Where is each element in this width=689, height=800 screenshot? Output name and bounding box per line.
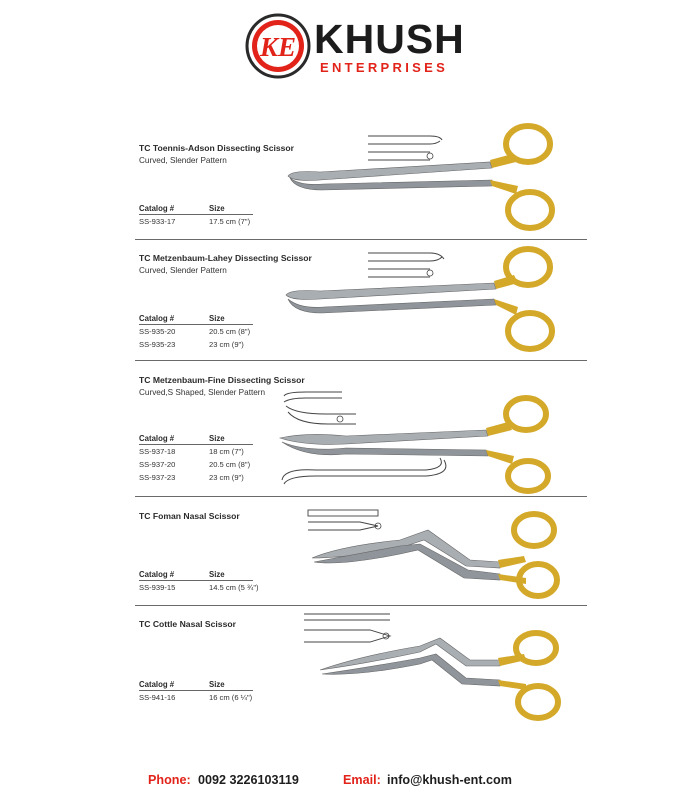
header-rule: [139, 580, 253, 581]
catalog-number: SS-939-15: [139, 583, 176, 592]
size-value: 17.5 cm (7"): [209, 217, 251, 226]
size-header: Size: [209, 434, 225, 443]
size-value: 20.5 cm (8"): [209, 327, 251, 336]
section-divider: [135, 360, 587, 361]
table-row: [139, 327, 299, 337]
logo-monogram: KE: [259, 32, 297, 62]
email-address[interactable]: info@khush-ent.com: [387, 773, 512, 787]
size-value: 16 cm (6 ¼"): [209, 693, 253, 702]
size-header: Size: [209, 570, 225, 579]
product-subtitle: Curved, Slender Pattern: [139, 156, 227, 165]
table-row: [139, 583, 299, 593]
catalog-number: SS-935-20: [139, 327, 176, 336]
phone-label: Phone:: [148, 773, 191, 787]
cottle-nasal-scissor-image: [300, 608, 565, 726]
size-value: 14.5 cm (5 ¾"): [209, 583, 259, 592]
product-subtitle: Curved,S Shaped, Slender Pattern: [139, 388, 266, 397]
header-rule: [139, 214, 253, 215]
header-rule: [139, 690, 253, 691]
catalog-header: Catalog #: [139, 570, 175, 579]
header-rule: [139, 444, 253, 445]
size-value: 20.5 cm (8"): [209, 460, 251, 469]
brand-logo: [244, 12, 465, 82]
metzenbaum-lahey-scissor-image: [280, 243, 560, 359]
size-header: Size: [209, 204, 225, 213]
catalog-header: Catalog #: [139, 314, 175, 323]
brand-tagline: ENTERPRISES: [320, 60, 449, 75]
size-header: Size: [209, 314, 225, 323]
section-divider: [135, 496, 587, 497]
catalog-number: SS-933-17: [139, 217, 176, 226]
size-value: 18 cm (7"): [209, 447, 244, 456]
table-row: [139, 460, 299, 470]
logo-emblem-icon: [244, 12, 312, 80]
header-rule: [139, 324, 253, 325]
contact-footer: [0, 773, 689, 789]
catalog-number: SS-937-18: [139, 447, 176, 456]
product-title: TC Foman Nasal Scissor: [139, 511, 240, 521]
catalog-number: SS-937-20: [139, 460, 176, 469]
table-row: [139, 217, 299, 227]
product-title: TC Cottle Nasal Scissor: [139, 619, 236, 629]
catalog-header: Catalog #: [139, 434, 175, 443]
catalog-number: SS-941-16: [139, 693, 176, 702]
brand-name: KHUSH: [314, 16, 465, 62]
catalog-number: SS-935-23: [139, 340, 176, 349]
phone-number: 0092 3226103119: [198, 773, 299, 787]
toennis-adson-scissor-image: [280, 120, 560, 238]
size-value: 23 cm (9"): [209, 473, 244, 482]
product-title: TC Metzenbaum-Fine Dissecting Scissor: [139, 375, 305, 385]
product-subtitle: Curved, Slender Pattern: [139, 266, 227, 275]
size-value: 23 cm (9"): [209, 340, 244, 349]
table-row: [139, 693, 299, 703]
table-row: [139, 473, 299, 483]
table-row: [139, 447, 299, 457]
size-header: Size: [209, 680, 225, 689]
metzenbaum-fine-scissor-image: [276, 388, 566, 496]
table-row: [139, 340, 299, 350]
section-divider: [135, 605, 587, 606]
catalog-header: Catalog #: [139, 680, 175, 689]
foman-nasal-scissor-image: [300, 500, 565, 604]
catalog-number: SS-937-23: [139, 473, 176, 482]
product-title: TC Metzenbaum-Lahey Dissecting Scissor: [139, 253, 312, 263]
product-title: TC Toennis-Adson Dissecting Scissor: [139, 143, 295, 153]
section-divider: [135, 239, 587, 240]
email-label: Email:: [343, 773, 381, 787]
catalog-header: Catalog #: [139, 204, 175, 213]
